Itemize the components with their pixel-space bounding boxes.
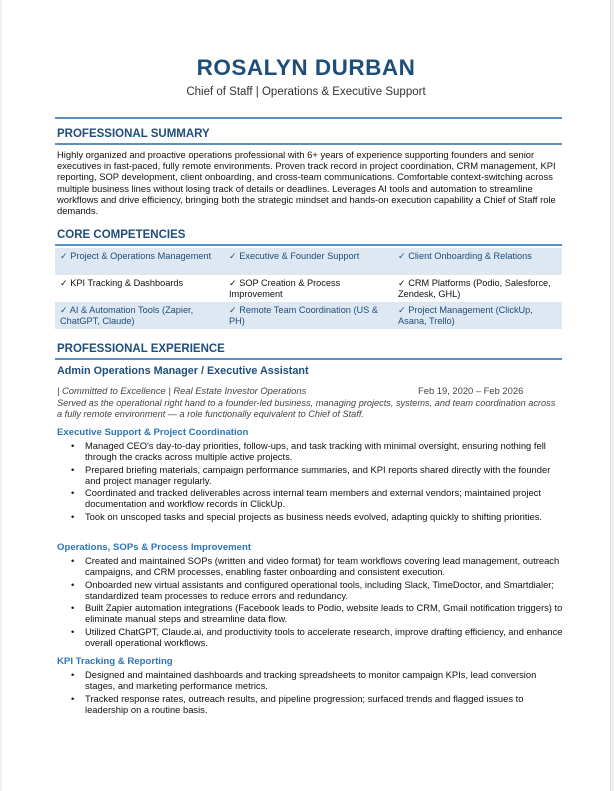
resume-page: [2, 0, 611, 791]
job-dates: Feb 19, 2020 – Feb 2026: [418, 385, 524, 396]
competency-row: [55, 248, 562, 275]
bullet-list: [69, 440, 563, 523]
divider: [55, 358, 562, 360]
bullet-item: • Designed and maintained dashboards and tracking spreadsheets to monitor campaign KPIs, lead conversion stages, and marketing performance metrics.: [69, 669, 563, 691]
competency-item: ✓ Project & Operations Management: [60, 251, 212, 261]
competency-item: ✓ Remote Team Coordination (US & PH): [229, 305, 378, 326]
competency-item: ✓ KPI Tracking & Dashboards: [60, 278, 184, 288]
company-line: | Committed to Excellence | Real Estate Investor Operations: [57, 385, 307, 396]
competency-row: [55, 275, 562, 302]
bullet-list: [69, 669, 563, 716]
job-title: Admin Operations Manager / Executive Assistant: [57, 365, 309, 377]
competency-row: [55, 302, 562, 329]
subsection-heading: KPI Tracking & Reporting: [57, 656, 173, 667]
divider: [55, 117, 562, 119]
bullet-list: [69, 555, 563, 649]
divider: [55, 244, 562, 246]
summary-text: Highly organized and proactive operations professional with 6+ years of experience supporting founders and senior executives in fast-paced, fully remote environments. Proven track record in project coordination, CRM management, KPI reporting, SOP development, client onboarding, and cross-team communications. Comfortable context-switching across multiple business lines without losing track of details or deadlines. Leverages AI tools and automation to streamline workflows and drive efficiency, bringing both the strategic mindset and hands-on execution capability a Chief of Staff role demands.: [57, 149, 556, 217]
competency-item: ✓ Project Management (ClickUp, Asana, Trello): [398, 305, 533, 326]
competencies-grid: [55, 248, 562, 329]
competency-item: ✓ Client Onboarding & Relations: [398, 251, 532, 261]
divider: [55, 143, 562, 145]
bullet-item: • Tracked response rates, outreach results, and pipeline progression; surfaced trends and flagged issues to leadership on a routine basis.: [69, 693, 563, 715]
subsection-heading: Executive Support & Project Coordination: [57, 427, 249, 438]
candidate-subtitle: Chief of Staff | Operations & Executive Support: [186, 86, 426, 98]
bullet-item: • Built Zapier automation integrations (Facebook leads to Podio, website leads to CRM, Gmail notification triggers) to eliminate manual steps and streamline data flow.: [69, 602, 563, 624]
section-title-experience: PROFESSIONAL EXPERIENCE: [57, 343, 225, 355]
bullet-item: • Took on unscoped tasks and special projects as business needs evolved, adapting quickly to shifting priorities.: [69, 511, 563, 522]
candidate-name: ROSALYN DURBAN: [196, 55, 416, 80]
competency-item: ✓ AI & Automation Tools (Zapier, ChatGPT, Claude): [60, 305, 194, 326]
subsection-heading: Operations, SOPs & Process Improvement: [57, 542, 252, 553]
bullet-item: • Created and maintained SOPs (written and video format) for team workflows covering lead management, outreach campaigns, and CRM processes, enabling faster onboarding and consistent execution.: [69, 555, 563, 577]
competency-item: ✓ SOP Creation & Process Improvement: [229, 278, 341, 299]
competency-item: ✓ CRM Platforms (Podio, Salesforce, Zendesk, GHL): [398, 278, 551, 299]
bullet-item: • Utilized ChatGPT, Claude.ai, and productivity tools to accelerate research, improve drafting efficiency, and enhance overall operational workflows.: [69, 626, 563, 648]
section-title-competencies: CORE COMPETENCIES: [57, 229, 186, 241]
bullet-item: • Coordinated and tracked deliverables across internal team members and external vendors; maintained project documentation and workflow records in ClickUp.: [69, 487, 563, 509]
role-summary: Served as the operational right hand to a founder-led business, managing projects, systems, and team coordination across a fully remote environment — a role functionally equivalent to Chief of Staff.: [57, 398, 556, 419]
bullet-item: • Onboarded new virtual assistants and configured operational tools, including Slack, TimeDoctor, and Smartdialer; standardized team processes to reduce errors and redundancy.: [69, 579, 563, 601]
bullet-item: • Prepared briefing materials, campaign performance summaries, and KPI reports shared directly with the founder and project manager regularly.: [69, 464, 563, 486]
competency-item: ✓ Executive & Founder Support: [229, 251, 360, 261]
bullet-item: • Managed CEO's day-to-day priorities, follow-ups, and task tracking with minimal oversight, ensuring nothing fell through the cracks across multiple active projects.: [69, 440, 563, 462]
section-title-summary: PROFESSIONAL SUMMARY: [57, 128, 210, 140]
